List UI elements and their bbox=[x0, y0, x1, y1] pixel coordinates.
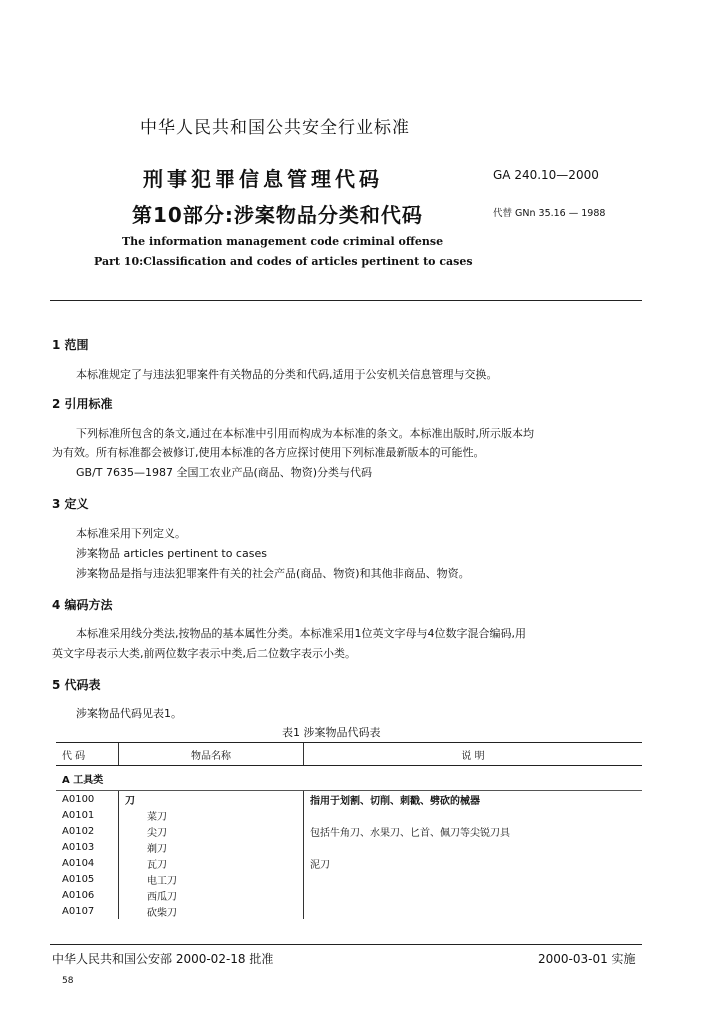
table-header-row bbox=[56, 743, 642, 766]
section-2-reference: GB/T 7635—1987 全国工农业产品(商品、物资)分类与代码 bbox=[76, 466, 373, 479]
page-number: 58 bbox=[62, 976, 74, 986]
section-5-text: 涉案物品代码见表1。 bbox=[76, 707, 182, 720]
section-4-text-line1: 本标准采用线分类法,按物品的基本属性分类。本标准采用1位英文字母与4位数字混合编码,用 bbox=[76, 627, 526, 640]
standard-category-heading: 中华人民共和国公共安全行业标准 bbox=[140, 118, 410, 138]
row-code: A0100 bbox=[62, 793, 95, 805]
document-title: 刑事犯罪信息管理代码 bbox=[143, 167, 383, 191]
row-code: A0101 bbox=[62, 809, 95, 821]
table-row bbox=[56, 887, 642, 903]
section-1-title: 1 范围 bbox=[52, 338, 89, 352]
table-row bbox=[56, 791, 642, 808]
table-row bbox=[56, 839, 642, 855]
table-row bbox=[56, 855, 642, 871]
document-subtitle: 第10部分:涉案物品分类和代码 bbox=[132, 203, 423, 227]
header-divider bbox=[50, 300, 642, 301]
code-table bbox=[56, 742, 642, 919]
row-name: 砍柴刀 bbox=[119, 903, 304, 919]
row-name: 尖刀 bbox=[119, 823, 304, 839]
table-caption: 表1 涉案物品代码表 bbox=[282, 726, 381, 739]
row-note bbox=[304, 903, 643, 919]
header-description: 说 明 bbox=[304, 743, 643, 766]
row-name: 电工刀 bbox=[119, 871, 304, 887]
standard-code: GA 240.10—2000 bbox=[493, 168, 599, 182]
section-2-title: 2 引用标准 bbox=[52, 397, 113, 411]
header-item-name: 物品名称 bbox=[119, 743, 304, 766]
section-2-text-line1: 下列标准所包含的条文,通过在本标准中引用而构成为本标准的条文。本标准出版时,所示版本均 bbox=[76, 427, 534, 440]
row-name: 剃刀 bbox=[119, 839, 304, 855]
section-2-text-line2: 为有效。所有标准都会被修订,使用本标准的各方应探讨使用下列标准最新版本的可能性。 bbox=[52, 446, 485, 459]
section-1-text: 本标准规定了与违法犯罪案件有关物品的分类和代码,适用于公安机关信息管理与交换。 bbox=[76, 368, 498, 381]
row-code: A0103 bbox=[62, 841, 95, 853]
row-code: A0104 bbox=[62, 857, 95, 869]
implementation-date: 2000-03-01 实施 bbox=[538, 952, 636, 966]
row-code: A0105 bbox=[62, 873, 95, 885]
table-row bbox=[56, 823, 642, 839]
section-4-title: 4 编码方法 bbox=[52, 598, 113, 612]
row-note: 指用于划割、切削、刺戳、劈砍的械器 bbox=[304, 791, 643, 808]
table-row bbox=[56, 871, 642, 887]
section-3-title: 3 定义 bbox=[52, 497, 89, 511]
row-code: A0102 bbox=[62, 825, 95, 837]
section-3-intro: 本标准采用下列定义。 bbox=[76, 527, 186, 540]
section-4-text-line2: 英文字母表示大类,前两位数字表示中类,后二位数字表示小类。 bbox=[52, 647, 356, 660]
section-5-title: 5 代码表 bbox=[52, 678, 101, 692]
header-code: 代 码 bbox=[56, 743, 119, 766]
row-name: 菜刀 bbox=[119, 807, 304, 823]
row-name: 刀 bbox=[119, 791, 304, 808]
row-code: A0106 bbox=[62, 889, 95, 901]
approval-date: 中华人民共和国公安部 2000-02-18 批准 bbox=[52, 952, 274, 966]
english-title: The information management code criminal offense bbox=[122, 235, 444, 248]
row-note bbox=[304, 839, 643, 855]
row-note: 泥刀 bbox=[304, 855, 643, 871]
footer-divider bbox=[50, 944, 642, 945]
row-note: 包括牛角刀、水果刀、匕首、佩刀等尖锐刀具 bbox=[304, 823, 643, 839]
section-3-term: 涉案物品 articles pertinent to cases bbox=[76, 547, 267, 560]
row-name: 瓦刀 bbox=[119, 855, 304, 871]
row-note bbox=[304, 871, 643, 887]
category-label: A 工具类 bbox=[56, 766, 642, 791]
table-row bbox=[56, 903, 642, 919]
section-3-definition: 涉案物品是指与违法犯罪案件有关的社会产品(商品、物资)和其他非商品、物资。 bbox=[76, 567, 470, 580]
table-row bbox=[56, 807, 642, 823]
english-subtitle: Part 10:Classification and codes of articles pertinent to cases bbox=[94, 255, 473, 268]
row-note bbox=[304, 887, 643, 903]
row-code: A0107 bbox=[62, 905, 95, 917]
row-note bbox=[304, 807, 643, 823]
row-name: 西瓜刀 bbox=[119, 887, 304, 903]
category-row bbox=[56, 766, 642, 791]
replaces-standard: 代替 GNn 35.16 — 1988 bbox=[493, 208, 606, 219]
